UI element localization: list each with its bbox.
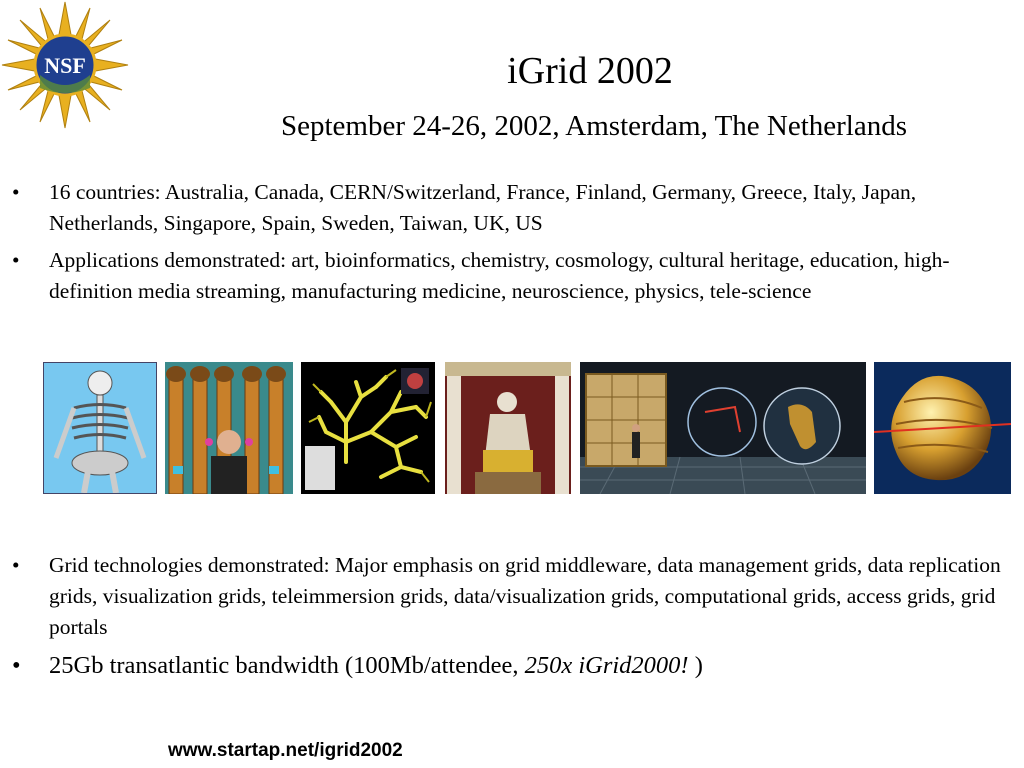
bandwidth-text: 25Gb transatlantic bandwidth (100Mb/attendee, (49, 652, 525, 679)
bullet-dot: • (12, 180, 20, 204)
countries-text: 16 countries: Australia, Canada, CERN/Switzerland, France, Finland, Germany, Greece, Italy, Japan, Netherlands, Singapore, Spain, Sweden, Taiwan, UK, US (49, 180, 917, 235)
virtual-globe-room-image (580, 362, 866, 494)
bottom-bullet-list (0, 550, 1024, 683)
page-subtitle: September 24-26, 2002, Amsterdam, The Netherlands (280, 110, 908, 142)
grid-tech-text: Grid technologies demonstrated: Major emphasis on grid middleware, data management grids, data replication grids, visualization grids, teleimmersion grids, data/visualization grids, computational grids, access grids, grid portals (49, 553, 1001, 639)
neuron-image (301, 362, 435, 494)
top-bullet-list (0, 177, 1024, 313)
skeleton-image (43, 362, 157, 494)
applications-text: Applications demonstrated: art, bioinformatics, chemistry, cosmology, cultural heritage, education, high-definition media streaming, manufacturing medicine, neuroscience, physics, tele-science (49, 248, 950, 303)
bullet-dot: • (12, 248, 20, 272)
statue-image (445, 362, 571, 494)
columns-art-image (165, 362, 293, 494)
bullet-dot: • (12, 652, 21, 679)
countries-bullet (0, 177, 1024, 239)
bullet-dot: • (12, 553, 20, 577)
svg-text:NSF: NSF (44, 53, 86, 78)
grid-tech-bullet (0, 550, 1024, 643)
footer-url-link[interactable]: www.startap.net/igrid2002 (168, 740, 403, 761)
bandwidth-end: ) (688, 652, 703, 679)
cosmology-sphere-image (874, 362, 1011, 494)
bandwidth-emphasis: 250x iGrid2000! (524, 652, 689, 679)
bandwidth-bullet (0, 649, 1024, 683)
page-title: iGrid 2002 (507, 50, 673, 92)
applications-bullet (0, 245, 1024, 307)
